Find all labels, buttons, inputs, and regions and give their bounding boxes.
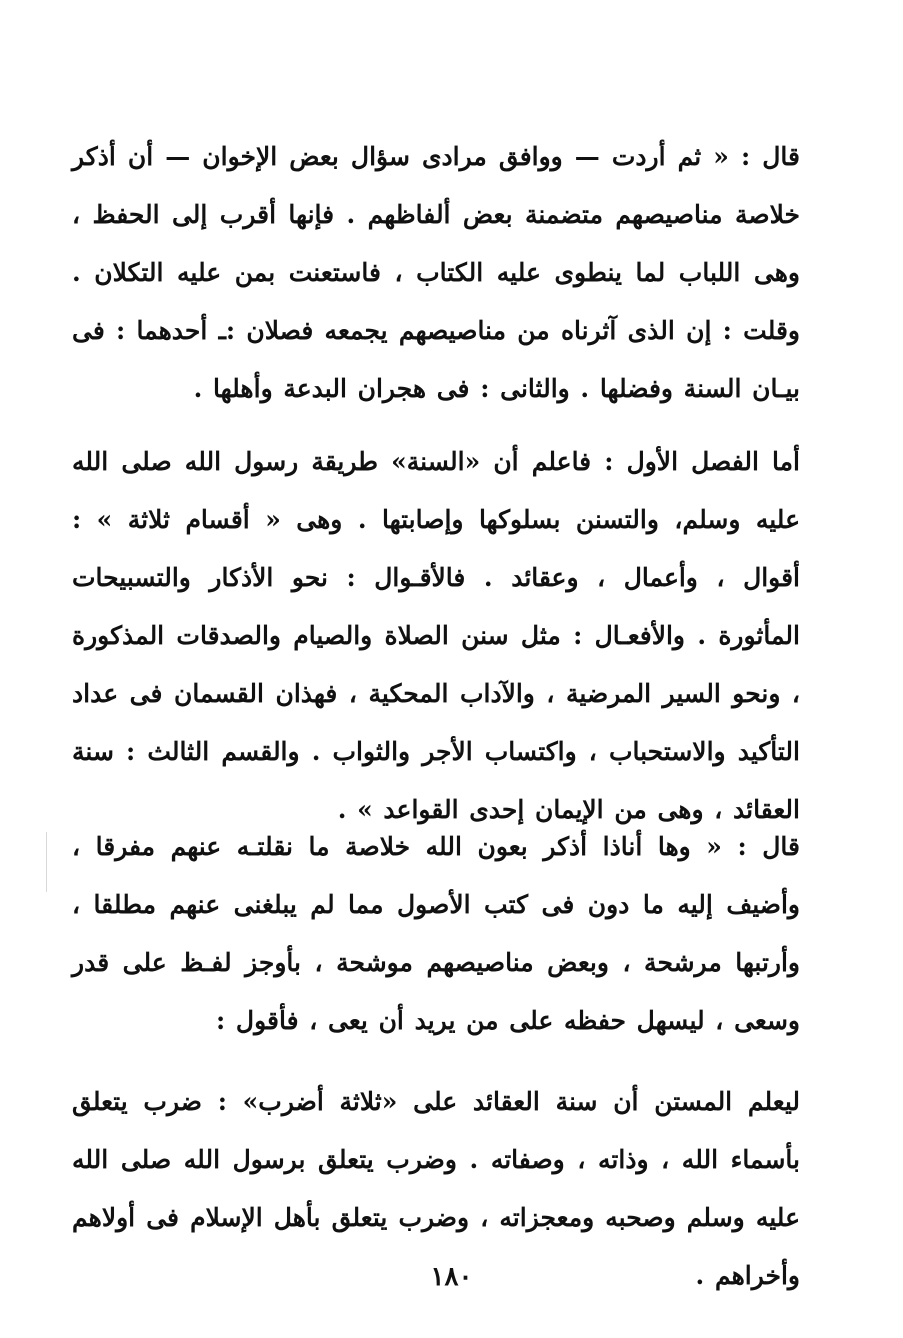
page-edge-mark xyxy=(46,832,47,892)
paragraph-4: ليعلم المستن أن سنة العقائد على «ثلاثة أضرب» : ضرب يتعلق بأسماء الله ، وذاته ، وصفاته . وضرب يتعلق برسول الله صلى الله عليه وسلم وصحبه ومعجزاته ، وضرب يتعلق بأهل الإسلام فى أولاهم وأخراهم . xyxy=(72,1087,800,1290)
paragraph-2: أما الفصل الأول : فاعلم أن «السنة» طريقة رسول الله صلى الله عليه وسلم، والتسنن بسلوكها وإصابتها . وهى « أقسام ثلاثة » : أقوال ، وأعمال ، وعقائد . فالأقـوال : نحو الأذكار والتسبيحات المأثورة . والأفعـال : مثل سنن الصلاة والصيام والصدقات المذكورة ، ونحو السير المرضية ، والآداب المحكية ، فهذان القسمان فى عداد التأكيد والاستحباب ، واكتساب الأجر والثواب . والقسم الثالث : سنة العقائد ، وهى من الإيمان إحدى القواعد » . xyxy=(72,447,800,824)
paragraph-3: قال : « وها أناذا أذكر بعون الله خلاصة ما نقلتـه عنهم مفرقا ، وأضيف إليه ما دون فى كتب الأصول مما لم يبلغنى عنهم مطلقا ، وأرتبها مرشحة ، وبعض مناصيصهم موشحة ، بأوجز لفـظ على قدر وسعى ، ليسهل حفظه على من يريد أن يعى ، فأقول : xyxy=(72,832,800,1035)
paragraph-1: قال : « ثم أردت — ووافق مرادى سؤال بعض الإخوان — أن أذكر خلاصة مناصيصهم متضمنة بعض ألفاظهم . فإنها أقرب إلى الحفظ ، وهى اللباب لما ينطوى عليه الكتاب ، فاستعنت بمن عليه التكلان . وقلت : إن الذى آثرناه من مناصيصهم يجمعه فصلان :ـ أحدهما : فى بيـان السنة وفضلها . والثانى : فى هجران البدعة وأهلها . xyxy=(72,142,800,403)
page-number: ١٨٠ xyxy=(430,1262,473,1292)
